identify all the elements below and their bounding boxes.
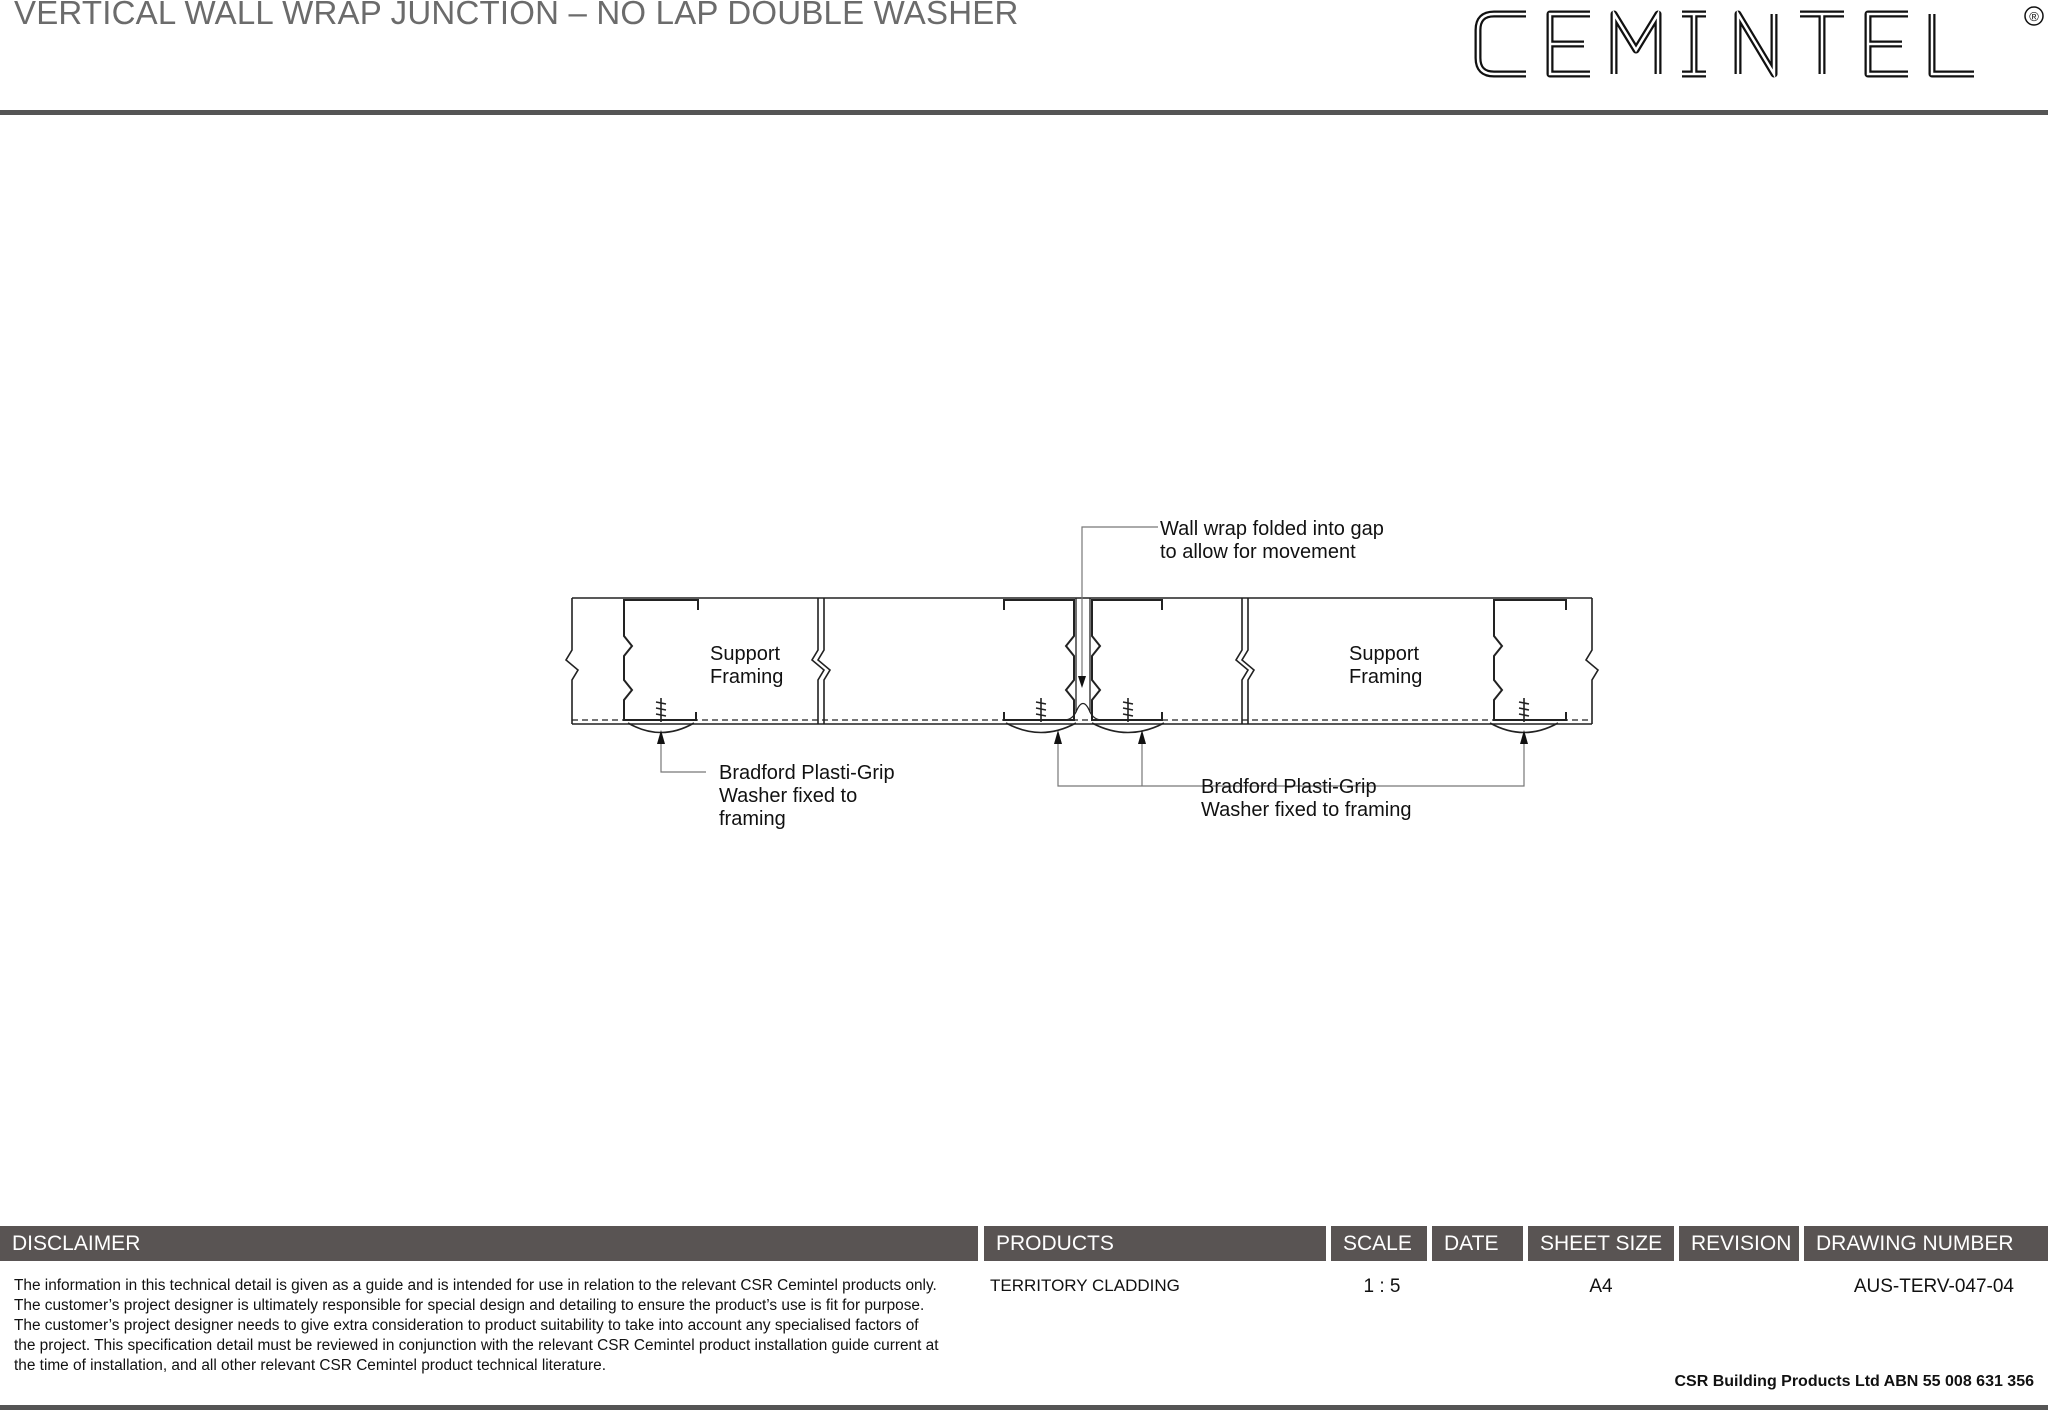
footer-rule [0,1405,2048,1410]
arrow-wall-wrap [1078,676,1086,688]
label-support-framing-left-2: Framing [710,666,784,688]
label-washer-left-3: framing [719,808,786,830]
label-support-framing-right-2: Framing [1349,666,1423,688]
sheet-size-value: A4 [1589,1276,1613,1297]
label-wall-wrap-2: to allow for movement [1160,541,1356,563]
stud-4 [1494,600,1566,720]
label-washer-left-1: Bradford Plasti-Grip [719,762,895,784]
header-disclaimer: DISCLAIMER [0,1226,978,1261]
header-date: DATE [1432,1226,1523,1261]
header-revision: REVISION [1679,1226,1799,1261]
disclaimer-text: The information in this technical detail is given as a guide and is intended for use in relation to the relevant CSR Cemintel products only. The customer’s project designer is ultimately responsible for special design and detailing to ensure the product’s use is fit for purpose. The customer’s project designer needs to give extra consideration to product suitability to take into account any specialised factors of the project. This specification detail must be reviewed in conjunction with the relevant CSR Cemintel product installation guide current at the time of installation, and all other relevant CSR Cemintel product technical literature. [14,1277,939,1374]
header-sheet-size: SHEET SIZE [1528,1226,1674,1261]
drawing-number-value: AUS-TERV-047-04 [1853,1276,2014,1297]
label-wall-wrap-1: Wall wrap folded into gap [1160,518,1384,540]
screw-3 [1123,698,1133,722]
header-products: PRODUCTS [984,1226,1326,1261]
label-washer-left-2: Washer fixed to [719,785,858,807]
label-support-framing-right-1: Support [1349,643,1420,665]
registered-mark: ® [2029,9,2039,24]
wall-wrap-fold [1064,598,1102,720]
break-line-2 [1236,598,1254,724]
products-value: TERRITORY CLADDING [990,1276,1180,1295]
break-line-1 [812,598,830,724]
wall-wrap-fold-loop [1076,704,1090,713]
header-scale: SCALE [1331,1226,1427,1261]
label-washer-right-2: Washer fixed to framing [1201,799,1412,821]
scale-value: 1 : 5 [1363,1276,1401,1297]
break-line-left [566,598,578,724]
break-line-right [1586,598,1598,724]
screw-4 [1519,698,1529,722]
drawing-title: VERTICAL WALL WRAP JUNCTION – NO LAP DOUBLE WASHER [14,0,1019,31]
header-drawing-number: DRAWING NUMBER [1804,1226,2048,1261]
arrow-washer-2 [1054,730,1062,744]
screw-1 [656,698,666,722]
label-washer-right-1: Bradford Plasti-Grip [1201,776,1377,798]
label-support-framing-left-1: Support [710,643,781,665]
screw-2 [1036,698,1046,722]
company-abn: CSR Building Products Ltd ABN 55 008 631 356 [1674,1373,2034,1390]
leader-washer-left [661,738,706,772]
